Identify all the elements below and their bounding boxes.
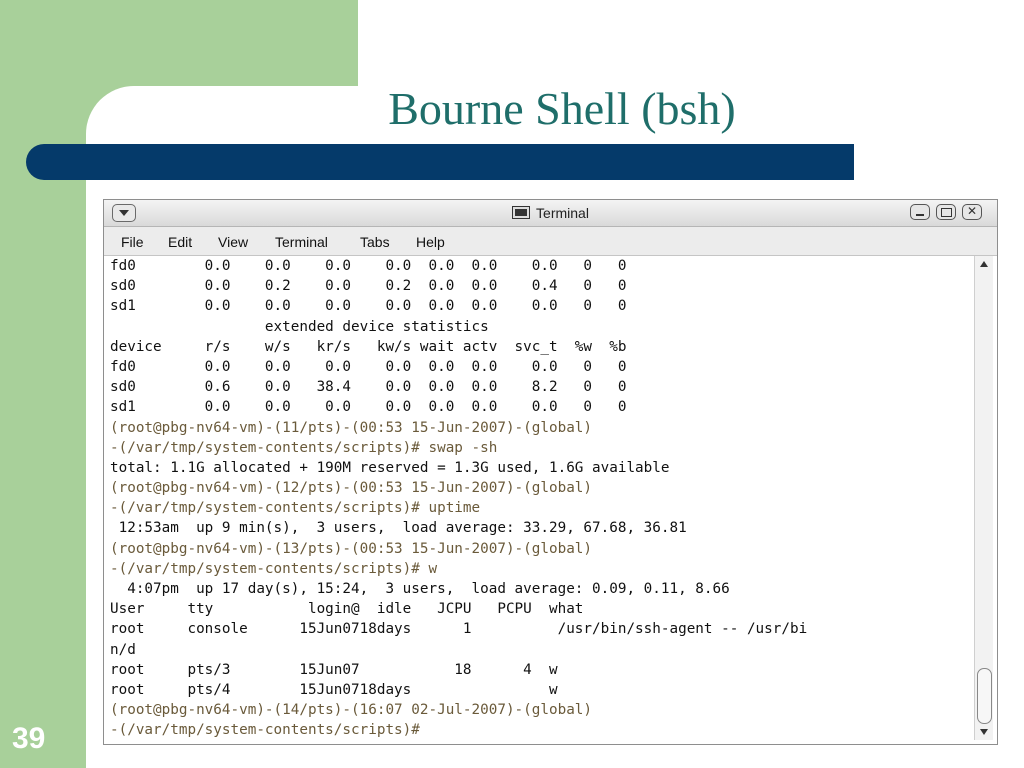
terminal-prompt-line: -(/var/tmp/system-contents/scripts)# swap -sh	[110, 439, 498, 456]
title-underline-bar	[26, 144, 854, 180]
menu-tabs[interactable]: Tabs	[360, 234, 390, 250]
menu-file[interactable]: File	[121, 234, 144, 250]
terminal-title-text: Terminal	[536, 205, 589, 221]
terminal-output-line: root pts/3 15Jun07 18 4 w	[110, 661, 558, 678]
terminal-output-line: fd0 0.0 0.0 0.0 0.0 0.0 0.0 0.0 0 0	[110, 258, 627, 274]
terminal-scrollbar[interactable]	[974, 256, 993, 740]
terminal-output-line: root pts/4 15Jun0718days w	[110, 681, 558, 698]
terminal-output-line: n/d	[110, 641, 136, 658]
terminal-prompt-line: -(/var/tmp/system-contents/scripts)# uptime	[110, 500, 481, 517]
slide-title: Bourne Shell (bsh)	[388, 83, 736, 134]
menu-help[interactable]: Help	[416, 234, 445, 250]
terminal-menubar	[104, 227, 997, 256]
terminal-output-line: extended device statistics	[110, 318, 489, 335]
terminal-prompt-line: (root@pbg-nv64-vm)-(11/pts)-(00:53 15-Jun-2007)-(global)	[110, 419, 593, 436]
maximize-icon[interactable]	[936, 204, 956, 220]
terminal-window	[103, 199, 998, 745]
terminal-icon	[512, 206, 530, 219]
terminal-output-line: 12:53am up 9 min(s), 3 users, load average: 33.29, 67.68, 36.81	[110, 520, 687, 537]
scrollbar-thumb[interactable]	[977, 668, 992, 724]
scroll-down-icon[interactable]	[975, 724, 993, 740]
terminal-output-line: 4:07pm up 17 day(s), 15:24, 3 users, load average: 0.09, 0.11, 8.66	[110, 581, 730, 597]
terminal-output-line: User tty login@ idle JCPU PCPU what	[110, 601, 584, 618]
menu-edit[interactable]: Edit	[168, 234, 193, 250]
minimize-icon[interactable]	[910, 204, 930, 220]
terminal-output-line: total: 1.1G allocated + 190M reserved = 1.3G used, 1.6G available	[110, 459, 670, 476]
page-number: 39	[12, 722, 46, 755]
menu-view[interactable]: View	[218, 234, 249, 250]
terminal-output-line: sd1 0.0 0.0 0.0 0.0 0.0 0.0 0.0 0 0	[110, 399, 627, 416]
terminal-output-line: sd1 0.0 0.0 0.0 0.0 0.0 0.0 0.0 0 0	[110, 298, 627, 315]
terminal-output-line: sd0 0.6 0.0 38.4 0.0 0.0 0.0 8.2 0 0	[110, 379, 627, 396]
terminal-output[interactable]	[110, 256, 970, 740]
menu-terminal[interactable]: Terminal	[275, 234, 328, 250]
terminal-output-line: sd0 0.0 0.2 0.0 0.2 0.0 0.0 0.4 0 0	[110, 278, 627, 295]
terminal-titlebar	[104, 200, 997, 227]
terminal-title	[104, 205, 997, 221]
terminal-output-line: fd0 0.0 0.0 0.0 0.0 0.0 0.0 0.0 0 0	[110, 358, 627, 375]
terminal-prompt-line: (root@pbg-nv64-vm)-(13/pts)-(00:53 15-Jun-2007)-(global)	[110, 540, 593, 557]
terminal-output-line: root console 15Jun0718days 1 /usr/bin/ssh-agent -- /usr/bi	[110, 621, 808, 638]
scroll-up-icon[interactable]	[975, 256, 993, 272]
terminal-prompt-line: -(/var/tmp/system-contents/scripts)#	[110, 722, 420, 739]
terminal-prompt-line: (root@pbg-nv64-vm)-(12/pts)-(00:53 15-Jun-2007)-(global)	[110, 480, 593, 497]
terminal-output-line: device r/s w/s kr/s kw/s wait actv svc_t %w %b	[110, 338, 627, 355]
close-icon[interactable]	[962, 204, 982, 220]
terminal-prompt-line: (root@pbg-nv64-vm)-(14/pts)-(16:07 02-Jul-2007)-(global)	[110, 702, 593, 719]
terminal-prompt-line: -(/var/tmp/system-contents/scripts)# w	[110, 560, 438, 577]
